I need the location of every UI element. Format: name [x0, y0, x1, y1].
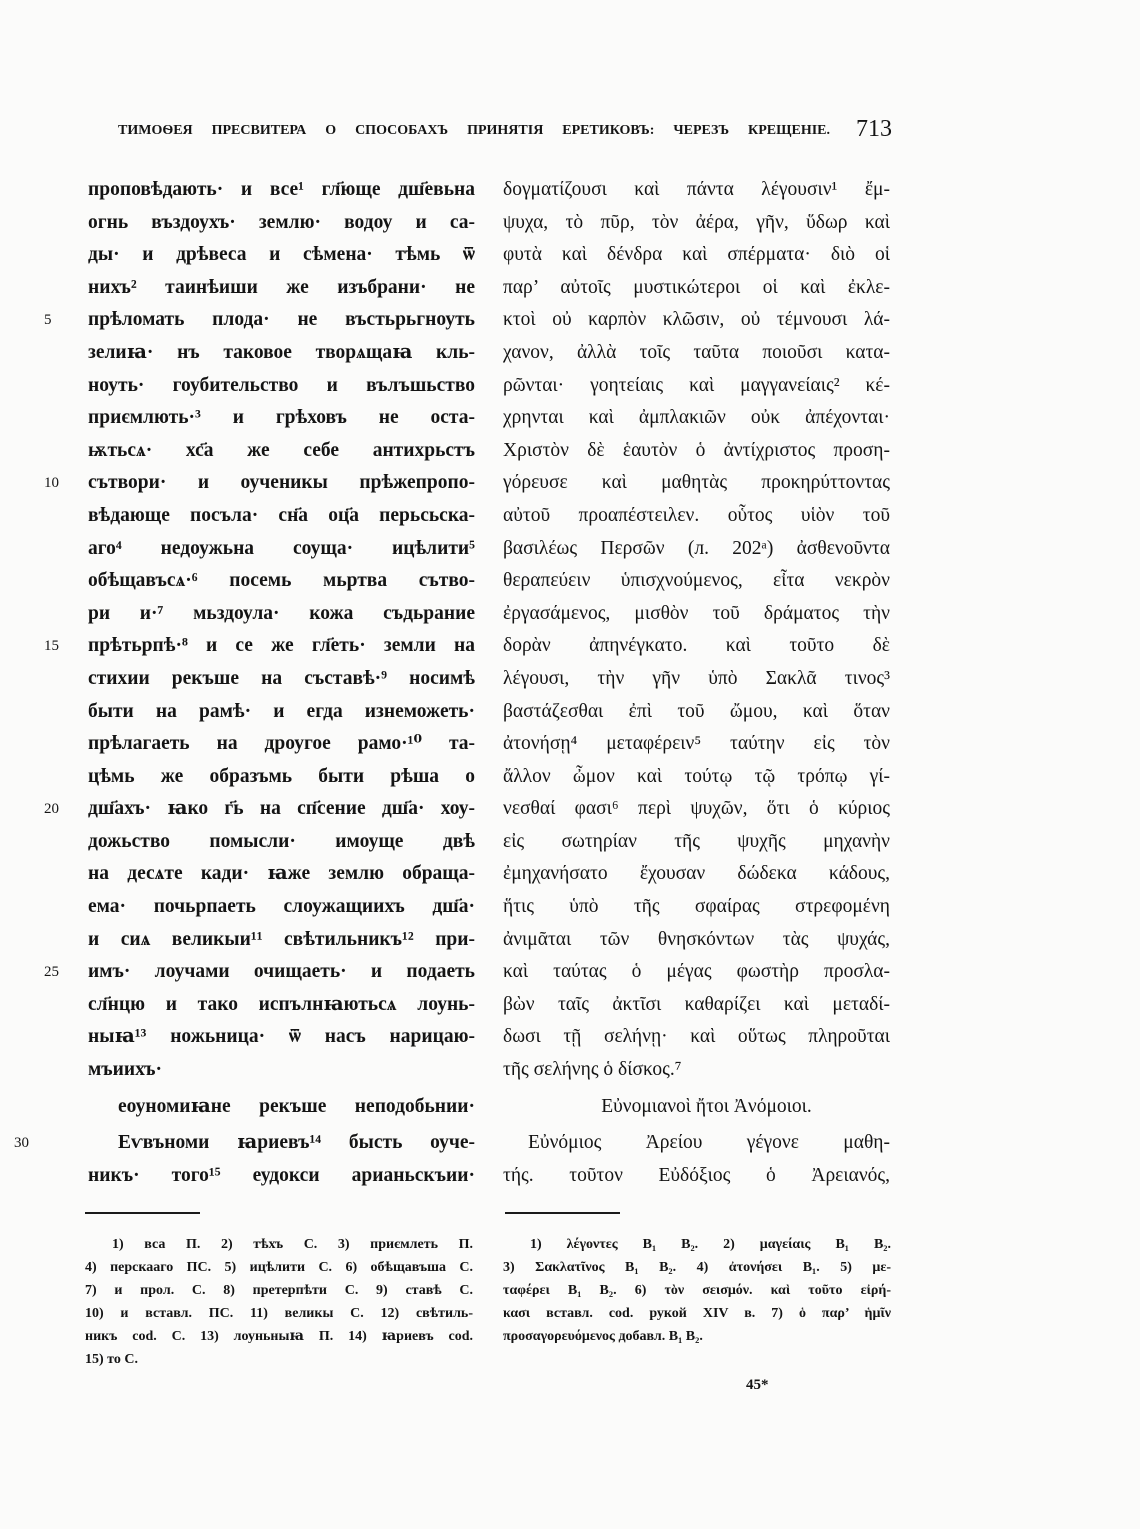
footnote-line: 15) то С.	[85, 1352, 138, 1367]
greek-line: γόρευσε καὶ μαθητὰς προκηρύττοντας	[503, 472, 890, 494]
slavonic-line: цѣмь же образъмь быти рѣша о	[88, 765, 475, 787]
footnote-line: κασι вставл. cod. рукой XIV в. 7) ὁ παρ’ ἡμῖν	[503, 1306, 891, 1321]
slavonic-line-text: имъ· лоучами очищаеть· и подаеть	[88, 961, 475, 983]
greek-line: ἐμηχανήσατο ἔχουσαν δώδεκα κάδους,	[503, 863, 890, 885]
slavonic-line: стихии рекъше на съставѣ·⁹ носимѣ	[88, 667, 475, 689]
line-number: 10	[44, 475, 59, 492]
greek-line: λέγουσι, τὴν γῆν ὑπὸ Σακλᾶ τινος³	[503, 667, 890, 689]
slavonic-line-text: сътвори· и оученикы прѣжепропо-	[88, 472, 475, 494]
greek-line: χρηνται καὶ ἀμπλακιῶν οὐκ ἀπέχονται·	[503, 407, 890, 429]
slavonic-line: зелиꙗ· нъ таковое творѧщаꙗ кль-	[88, 341, 475, 363]
footnote-line: 1) λέγοντες B₁ B₂. 2) μαγείαις B₁ B₂.	[530, 1237, 891, 1252]
slavonic-line: нихъ² таинѣиши же изъбрани· не	[88, 276, 475, 298]
greek-line: χανον, ἀλλὰ τοῖς ταῦτα ποιοῦσι κατα-	[503, 341, 890, 363]
slavonic-line-text: прѣтьрпѣ·⁸ и се же гл҃еть· земли на	[88, 635, 475, 657]
footnote-line: 1) вса П. 2) тѣхъ С. 3) приємлеть П.	[112, 1237, 473, 1252]
greek-line: ἀνιμᾶται τῶν θνησκόντων τὰς ψυχάς,	[503, 928, 890, 950]
slavonic-line: аго⁴ недоужьна соуща· ицѣлити⁵	[88, 537, 475, 559]
signature-mark: 45*	[746, 1377, 769, 1393]
slavonic-line-numbered	[14, 1127, 475, 1160]
footnote-line: ταφέρει B₁ B₂. 6) τὸν σεισμόν. καὶ τοῦτο εἰρή-	[503, 1283, 891, 1298]
greek-line: αὐτοῦ προαπέστειλεν. οὗτος υἱὸν τοῦ	[503, 504, 890, 526]
line-number: 15	[44, 638, 59, 655]
greek-line: δωσι τῇ σελήνῃ· καὶ οὕτως πληροῦται	[503, 1026, 890, 1048]
page-number: 713	[856, 116, 892, 142]
greek-line: Εὐνόμιος Ἀρείου γέγονε μαθη-	[528, 1132, 890, 1154]
slavonic-line: мъиихъ·	[88, 1059, 163, 1081]
slavonic-line: огнь въздоухъ· землю· водоу и са-	[88, 211, 475, 233]
slavonic-column	[14, 174, 475, 1192]
slavonic-line: ды· и дрѣвеса и сѣмена· тѣмь ѿ	[88, 244, 475, 266]
greek-line: φυτὰ καὶ δένδρα καὶ σπέρματα· διὸ οἱ	[503, 244, 890, 266]
footnote-line: 10) и вставл. ПС. 11) великы С. 12) свѣтиль-	[85, 1306, 473, 1321]
slavonic-line: никъ· того¹⁵ еудокси арианьскъии·	[88, 1164, 475, 1186]
slavonic-line: обѣщавъсѧ·⁶ посемь мьртва сътво-	[88, 570, 475, 592]
slavonic-line-text: дш҃ахъ· ꙗко г҃ь на сп҃сение дш҃а· хоу-	[88, 798, 475, 820]
greek-line: ἥτις ὑπὸ τῆς σφαίρας στρεφομένη	[503, 896, 890, 918]
slavonic-line: прѣлагаеть на дроугое рамо·¹⁰ та-	[88, 733, 475, 755]
greek-line: ἀτονήσῃ⁴ μεταφέρειν⁵ ταύτην εἰς τὸν	[503, 733, 890, 755]
greek-line: ρῶνται· γοητείαις καὶ μαγγανείαις² κέ-	[503, 374, 890, 396]
slavonic-line: дожьство помысли· имоуще двѣ	[88, 830, 475, 852]
greek-line: ἐργασάμενος, μισθὸν τοῦ δράματος τὴν	[503, 602, 890, 624]
greek-line: βασιλέως Περσῶν (л. 202ᵃ) ἀσθενοῦντα	[503, 537, 890, 559]
greek-line: τής. τοῦτον Εὐδόξιος ὁ Ἀρειανός,	[503, 1164, 890, 1186]
slavonic-line: ема· почьрпаеть слоужащиихъ дш҃а·	[88, 896, 475, 918]
slavonic-footnotes	[85, 1233, 473, 1371]
line-number: 20	[44, 801, 59, 818]
slavonic-line-numbered	[44, 304, 475, 337]
slavonic-line-numbered	[44, 630, 475, 663]
line-number: 25	[44, 964, 59, 981]
greek-line: βὼν ταῖς ἀκτῖσι καθαρίζει καὶ μεταδί-	[503, 993, 890, 1015]
footnote-line: προσαγορευόμενος добавл. B₁ B₂.	[503, 1329, 703, 1344]
greek-line: ψυχα, τὸ πῦρ, τὸν ἀέρα, γῆν, ὕδωρ καὶ	[503, 211, 890, 233]
slavonic-line: на десѧте кади· ꙗже землю обраща-	[88, 863, 475, 885]
running-title: ТИМОѲЕЯ ПРЕСВИТЕРА О СПОСОБАХЪ ПРИНЯТІЯ ЕРЕТИКОВЪ: ЧЕРЕЗЪ КРЕЩЕНІЕ.	[118, 123, 830, 138]
line-number: 30	[14, 1135, 29, 1152]
greek-column	[503, 174, 890, 1192]
slavonic-line: и сиѧ великыи¹¹ свѣтильникъ¹² при-	[88, 928, 475, 950]
footnote-line: никъ cod. С. 13) лоуньныꙗ П. 14) ꙗриевъ cod.	[85, 1329, 473, 1344]
footnote-line: 3) Σακλατῖνος B₁ B₂. 4) ἀτονήσει B₁. 5) με-	[503, 1260, 891, 1275]
slavonic-line-text: прѣломать плода· не въстьрьгноуть	[88, 309, 475, 331]
greek-line: καὶ ταύτας ὁ μέγας φωστὴρ προσλα-	[503, 961, 890, 983]
footnote-divider	[505, 1212, 620, 1214]
slavonic-line: быти на рамѣ· и егда изнеможеть·	[88, 700, 475, 722]
slavonic-line: ѭтьсѧ· хс҃а же себе антихрьстъ	[88, 439, 475, 461]
greek-line: ἄλλον ὦμον καὶ τούτῳ τῷ τρόπῳ γί-	[503, 765, 890, 787]
greek-line: τῆς σελήνης ὁ δίσκος.⁷	[503, 1059, 682, 1081]
greek-line: Χριστὸν δὲ ἑαυτὸν ὁ ἀντίχριστος προση-	[503, 439, 890, 461]
greek-line: βαστάζεσθαι ἐπὶ τοῦ ὤμου, καὶ ὅταν	[503, 700, 890, 722]
slavonic-line: вѣдающе посъла· сн҃а оц҃а перьсьска-	[88, 504, 475, 526]
footnote-line: 7) и прол. С. 8) претерпѣти С. 9) ставѣ С.	[85, 1283, 473, 1298]
slavonic-line-numbered	[44, 467, 475, 500]
greek-line: κτοὶ οὐ καρπὸν κλῶσιν, οὐ τέμνουσι λά-	[503, 309, 890, 331]
greek-footnotes	[503, 1233, 891, 1348]
footnote-divider	[85, 1212, 200, 1214]
footnote-line: 4) перскааго ПС. 5) ицѣлити С. 6) обѣщавъша С.	[85, 1260, 473, 1275]
greek-line: εἰς σωτηρίαν τῆς ψυχῆς μηχανὴν	[503, 830, 890, 852]
greek-line: θεραπεύειν ὑπισχνούμενος, εἶτα νεκρὸν	[503, 570, 890, 592]
slavonic-line-numbered	[44, 956, 475, 989]
slavonic-line: проповѣдають· и все¹ гл҃юще дш҃евьна	[88, 179, 475, 200]
slavonic-line: ныꙗ¹³ ножьница· ѿ насъ нарицаю-	[88, 1026, 475, 1048]
slavonic-line-text: Еѵвъноми ꙗриевъ¹⁴ бысть оуче-	[118, 1132, 475, 1154]
line-number: 5	[44, 312, 52, 329]
greek-line: δογματίζουσι καὶ πάντα λέγουσιν¹ ἔμ-	[503, 179, 890, 200]
greek-line: νεσθαί φασι⁶ περὶ ψυχῶν, ὅτι ὁ κύριος	[503, 798, 890, 820]
greek-section-heading: Εὐνομιανοὶ ἤτοι Ἀνόμοιοι.	[601, 1095, 812, 1117]
slavonic-line: ри и·⁷ мьздоула· кожа съдьрание	[88, 602, 475, 624]
slavonic-line-numbered	[44, 793, 475, 826]
slavonic-line: приємлють·³ и грѣховъ не оста-	[88, 407, 475, 429]
slavonic-line: сл҃нцю и тако испълнꙗютьсѧ лоунь-	[88, 993, 475, 1015]
slavonic-line: ноуть· гоубительство и вълъшьство	[88, 374, 475, 396]
greek-line: παρ’ αὐτοῖς μυστικώτεροι οἱ καὶ ἐκλε-	[503, 276, 890, 298]
greek-line: δορὰν ἀπηνέγκατο. καὶ τοῦτο δὲ	[503, 635, 890, 657]
slavonic-section-heading: еоуномиꙗне рекъше неподобьнии·	[118, 1095, 475, 1117]
